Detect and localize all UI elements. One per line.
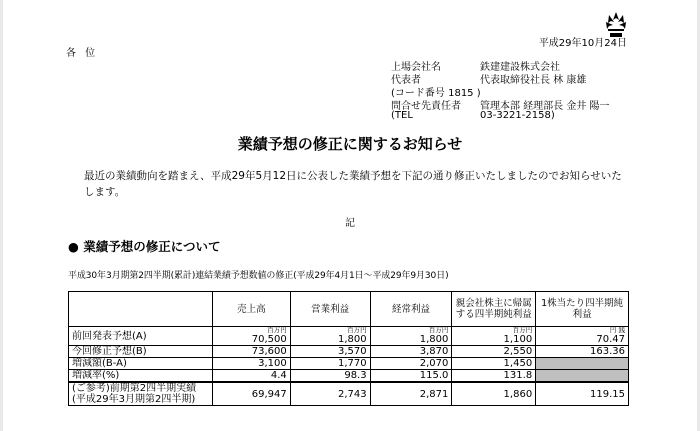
info-label-code: (コード番号	[391, 88, 445, 99]
column-header: 営業利益	[290, 292, 370, 327]
column-header: 親会社株主に帰属する四半期純利益	[452, 292, 536, 327]
table-header-row	[69, 292, 629, 327]
table-cell: 4.4	[212, 370, 290, 383]
table-cell: 3,100	[212, 358, 290, 370]
table-cell: 1,450	[452, 358, 536, 370]
table-cell-empty	[536, 370, 629, 383]
row-label-sub: (平成29年3月期第2四半期)	[72, 394, 196, 405]
body-text: 最近の業績動向を踏まえ、平成29年5月12日に公表した業績予想を下記の通り修正いたしましたのでお知らせいたします。	[84, 170, 622, 198]
table-cell: 73,600	[212, 346, 290, 358]
row-label: 前回発表予想(A)	[69, 327, 213, 346]
table-cell: 1,100	[503, 334, 533, 345]
unit-label: 百万円	[347, 326, 367, 334]
info-value-representative: 代表取締役社長 林 康雄	[480, 75, 587, 86]
row-label: (ご参考)前期第2四半期実績	[72, 383, 197, 394]
row-label: 増減額(B-A)	[69, 358, 213, 370]
header-corner	[69, 292, 213, 327]
table-row	[69, 346, 629, 358]
table-cell: 2,871	[370, 382, 452, 406]
table-cell: 131.8	[452, 370, 536, 383]
table-cell: 1,770	[290, 358, 370, 370]
table-cell: 1,800	[419, 334, 449, 345]
unit-label: 百万円	[428, 326, 449, 334]
table-cell: 1,800	[337, 334, 367, 345]
table-row	[69, 370, 629, 383]
table-cell: 70.47	[596, 334, 625, 345]
table-cell: 2,550	[452, 346, 536, 358]
unit-label: 円 銭	[609, 326, 625, 334]
addressee: 各 位	[66, 48, 99, 59]
table-row	[69, 358, 629, 370]
table-row	[69, 382, 629, 406]
info-label-representative: 代表者	[391, 75, 421, 86]
table-cell: 3,570	[290, 346, 370, 358]
unit-label: 百万円	[267, 326, 287, 334]
table-cell: 2,743	[290, 382, 370, 406]
table-cell: 2,070	[370, 358, 452, 370]
row-label: 今回修正予想(B)	[69, 346, 213, 358]
table-cell: 3,870	[370, 346, 452, 358]
table-cell: 1,860	[452, 382, 536, 406]
unit-label: 百万円	[512, 326, 533, 334]
table-cell: 70,500	[251, 334, 287, 345]
info-value-code-text: 1815 )	[448, 88, 481, 99]
info-label-company: 上場会社名	[391, 62, 441, 73]
info-label-tel: (TEL	[391, 110, 413, 121]
document-date: 平成29年10月24日	[538, 38, 627, 49]
column-header: 1株当たり四半期純利益	[536, 292, 629, 327]
table-caption: 平成30年3月期第2四半期(累計)連結業績予想数値の修正(平成29年4月1日～平成29年9月30日)	[68, 271, 449, 281]
row-label: 増減率(%)	[69, 370, 213, 383]
table-cell: 98.3	[290, 370, 370, 383]
table-cell: 163.36	[536, 346, 629, 358]
table-cell-empty	[536, 358, 629, 370]
table-cell: 69,947	[212, 382, 290, 406]
table-cell: 119.15	[536, 382, 629, 406]
column-header: 経常利益	[370, 292, 452, 327]
forecast-table	[68, 291, 629, 406]
table-row	[69, 327, 629, 346]
ki-marker: 記	[345, 218, 355, 229]
section-title: ● 業績予想の修正について	[68, 239, 221, 254]
info-value-company: 鉄建建設株式会社	[480, 62, 560, 73]
table-cell: 115.0	[370, 370, 452, 383]
page-title: 業績予想の修正に関するお知らせ	[237, 135, 463, 153]
column-header: 売上高	[212, 292, 290, 327]
info-value-contact: 管理本部 経理部長 金井 陽一	[480, 101, 610, 112]
info-value-tel: 03-3221-2158)	[480, 110, 555, 121]
info-label-contact: 問合せ先責任者	[391, 101, 461, 112]
